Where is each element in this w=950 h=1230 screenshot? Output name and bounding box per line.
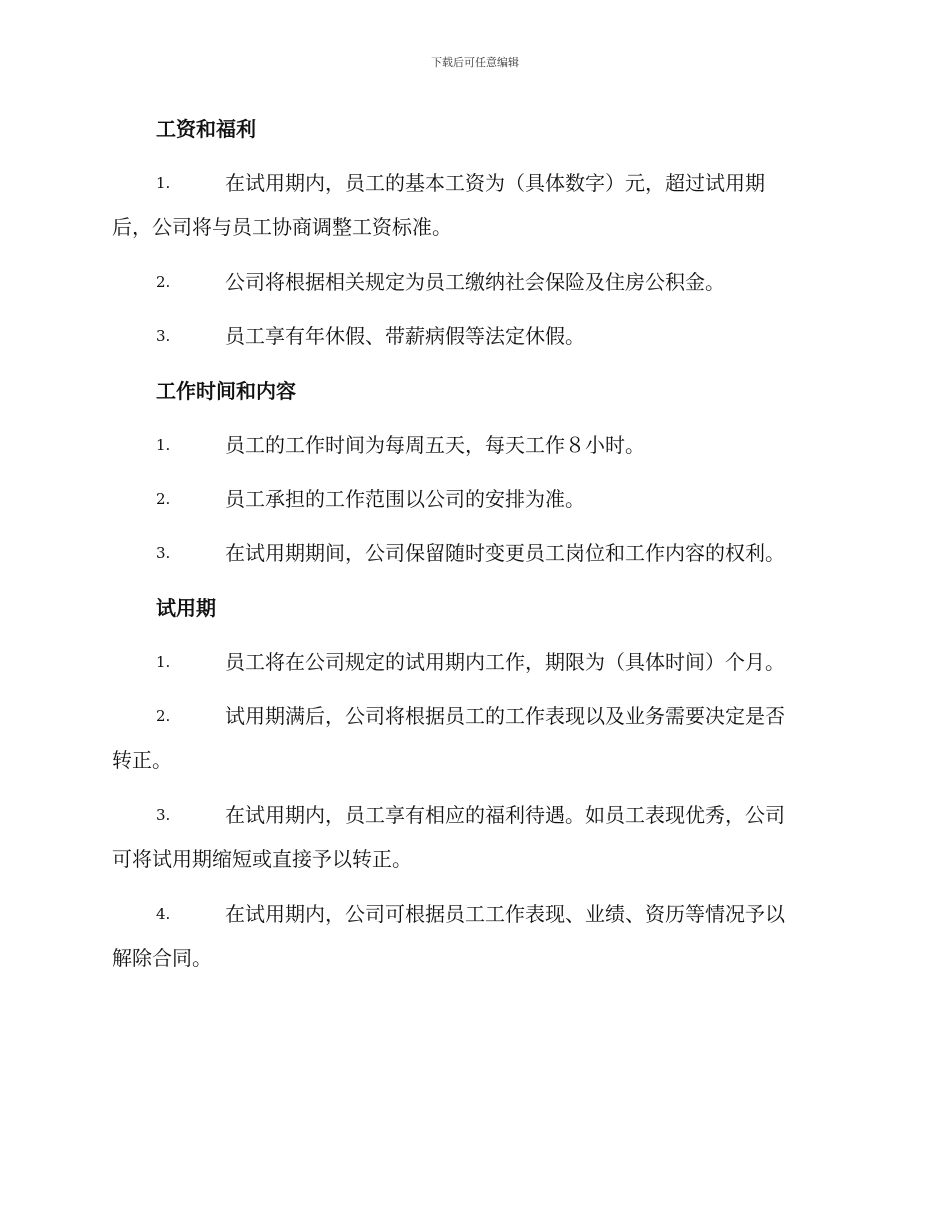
item-text: 员工享有年休假、带薪病假等法定休假。 [225, 324, 585, 348]
item-number: 2. [156, 490, 171, 508]
item-number: 3. [156, 544, 171, 562]
item-number: 3. [156, 327, 171, 345]
item-text-continued: 后，公司将与员工协商调整工资标准。 [112, 215, 452, 239]
item-text: 在试用期期间，公司保留随时变更员工岗位和工作内容的权利。 [225, 541, 785, 565]
list-item [112, 161, 834, 249]
list-item [112, 477, 834, 521]
list-item [112, 531, 834, 575]
item-text: 试用期满后，公司将根据员工的工作表现以及业务需要决定是否 [225, 704, 785, 728]
item-number: 1. [156, 436, 171, 454]
item-text: 员工承担的工作范围以公司的安排为准。 [225, 487, 585, 511]
section-title-probation: 试用期 [156, 596, 216, 620]
item-number: 1. [156, 653, 171, 671]
item-text: 公司将根据相关规定为员工缴纳社会保险及住房公积金。 [225, 270, 725, 294]
page-header: 下载后可任意编辑 [431, 56, 519, 69]
list-item [112, 892, 834, 980]
section-title-salary: 工资和福利 [156, 117, 256, 141]
section-title-work-hours: 工作时间和内容 [156, 379, 296, 403]
list-item [112, 314, 834, 358]
item-text: 在试用期内，员工的基本工资为（具体数字）元，超过试用期 [225, 171, 765, 195]
item-number: 1. [156, 174, 171, 192]
item-text-continued: 转正。 [112, 748, 172, 772]
list-item [112, 793, 834, 881]
item-number: 4. [156, 905, 171, 923]
item-text: 员工的工作时间为每周五天，每天工作８小时。 [225, 433, 645, 457]
item-text: 员工将在公司规定的试用期内工作，期限为（具体时间）个月。 [225, 650, 785, 674]
list-item [112, 423, 834, 467]
list-item [112, 694, 834, 782]
list-item [112, 640, 834, 684]
item-number: 3. [156, 806, 171, 824]
item-text: 在试用期内，员工享有相应的福利待遇。如员工表现优秀，公司 [225, 803, 785, 827]
item-text: 在试用期内，公司可根据员工工作表现、业绩、资历等情况予以 [225, 902, 785, 926]
item-number: 2. [156, 273, 171, 291]
item-text-continued: 可将试用期缩短或直接予以转正。 [112, 847, 412, 871]
item-number: 2. [156, 707, 171, 725]
list-item [112, 260, 834, 304]
item-text-continued: 解除合同。 [112, 946, 212, 970]
